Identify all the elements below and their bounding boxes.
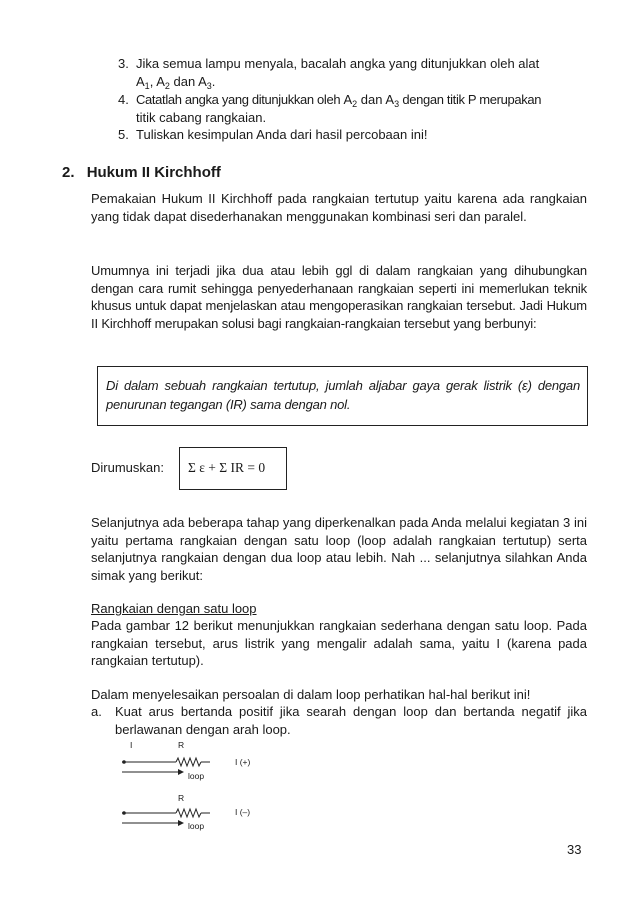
resistor-label: R (178, 740, 185, 750)
sign-label: I (+) (235, 757, 251, 767)
subscript: 1 (144, 80, 150, 91)
formula: Σ ε + Σ IR = 0 (188, 460, 266, 475)
list-item (118, 55, 588, 90)
list-number: 4. (118, 92, 129, 107)
list-number: 5. (118, 127, 129, 142)
paragraph: Selanjutnya ada beberapa tahap yang diperkenalkan pada Anda melalui kegiatan 3 ini yaitu pertama rangkaian dengan satu loop (loop adalah rangkaian tertutup) serta selanjutnya rangkaian dengan dua loop atau lebih. Nah ... selanjutnya silahkan Anda simak yang berikut: (91, 515, 587, 583)
current-label: I (130, 740, 133, 750)
resistor-label: R (178, 793, 185, 803)
paragraph: Pada gambar 12 berikut menunjukkan rangkaian sederhana dengan satu loop. Pada rangkaian tersebut, arus listrik yang mengalir adalah sama, yaitu I (karena pada rangkaian tertutup). (91, 618, 587, 668)
formula-box (179, 447, 287, 490)
subscript: 2 (164, 80, 170, 91)
separator: dan (357, 92, 386, 107)
list-text: Kuat arus bertanda positif jika searah dengan loop dan bertanda negatif jika berlawanan dengan arah loop. (115, 704, 587, 737)
ammeter-label: A (343, 92, 353, 107)
arrowhead (178, 820, 184, 826)
separator: , (149, 73, 157, 89)
list-text: Catatlah angka yang ditunjukkan oleh (136, 92, 344, 107)
ammeter-label: A (385, 92, 395, 107)
separator: dan (169, 73, 199, 89)
section-heading (62, 164, 221, 181)
list-text: Jika semua lampu menyala, bacalah angka yang ditunjukkan oleh alat (136, 56, 540, 71)
section-number: 2. (62, 164, 75, 181)
law-statement: Di dalam sebuah rangkaian tertutup, jumlah aljabar gaya gerak listrik (ε) dengan penurunan tegangan (IR) sama dengan nol. (106, 378, 580, 412)
paragraph: Umumnya ini terjadi jika dua atau lebih ggl di dalam rangkaian yang dihubungkan dengan cara rumit sehingga penyederhanaan rangkaian seperti ini memerlukan teknik khusus untuk dapat menjelaskan atau mengoperasikan rangkaian tersebut. Jadi Hukum II Kirchhoff merupakan solusi bagi rangkaian-rangkaian tersebut yang berbunyi: (91, 263, 587, 331)
current-dot (122, 811, 126, 815)
page-number: 33 (567, 842, 582, 857)
arrowhead (178, 769, 184, 775)
list-number: a. (91, 704, 102, 719)
paragraph: Dalam menyelesaikan persoalan di dalam loop perhatikan hal-hal berikut ini! (91, 687, 531, 702)
subscript: 3 (394, 99, 400, 109)
list-text: dengan titik P merupakan (399, 92, 542, 107)
resistor-zigzag (176, 758, 201, 766)
current-dot (122, 760, 126, 764)
subscript: 3 (206, 80, 212, 91)
section-title: Hukum II Kirchhoff (86, 164, 221, 181)
paragraph: Pemakaian Hukum II Kirchhoff pada rangkaian tertutup yaitu karena ada rangkaian yang tidak dapat disederhanakan menggunakan kombinasi seri dan paralel. (91, 191, 587, 224)
separator: . (211, 73, 216, 89)
formula-label: Dirumuskan: (91, 460, 164, 475)
ammeter-label: A (156, 73, 165, 89)
resistor-zigzag (176, 809, 201, 817)
loop-label: loop (188, 771, 205, 781)
ammeter-label: A (136, 73, 145, 89)
list-item (118, 126, 588, 144)
ammeter-label: A (198, 73, 207, 89)
loop-label: loop (188, 821, 205, 831)
list-number: 3. (118, 56, 129, 71)
sign-label: I (–) (235, 807, 251, 817)
subheading: Rangkaian dengan satu loop (91, 601, 257, 616)
law-box (97, 366, 588, 426)
list-item (118, 91, 588, 126)
list-item (91, 703, 587, 738)
circuit-figure (110, 738, 270, 833)
subscript: 2 (352, 99, 358, 109)
list-text: titik cabang rangkaian. (136, 109, 267, 125)
list-text: Tuliskan kesimpulan Anda dari hasil percobaan ini! (136, 127, 428, 142)
